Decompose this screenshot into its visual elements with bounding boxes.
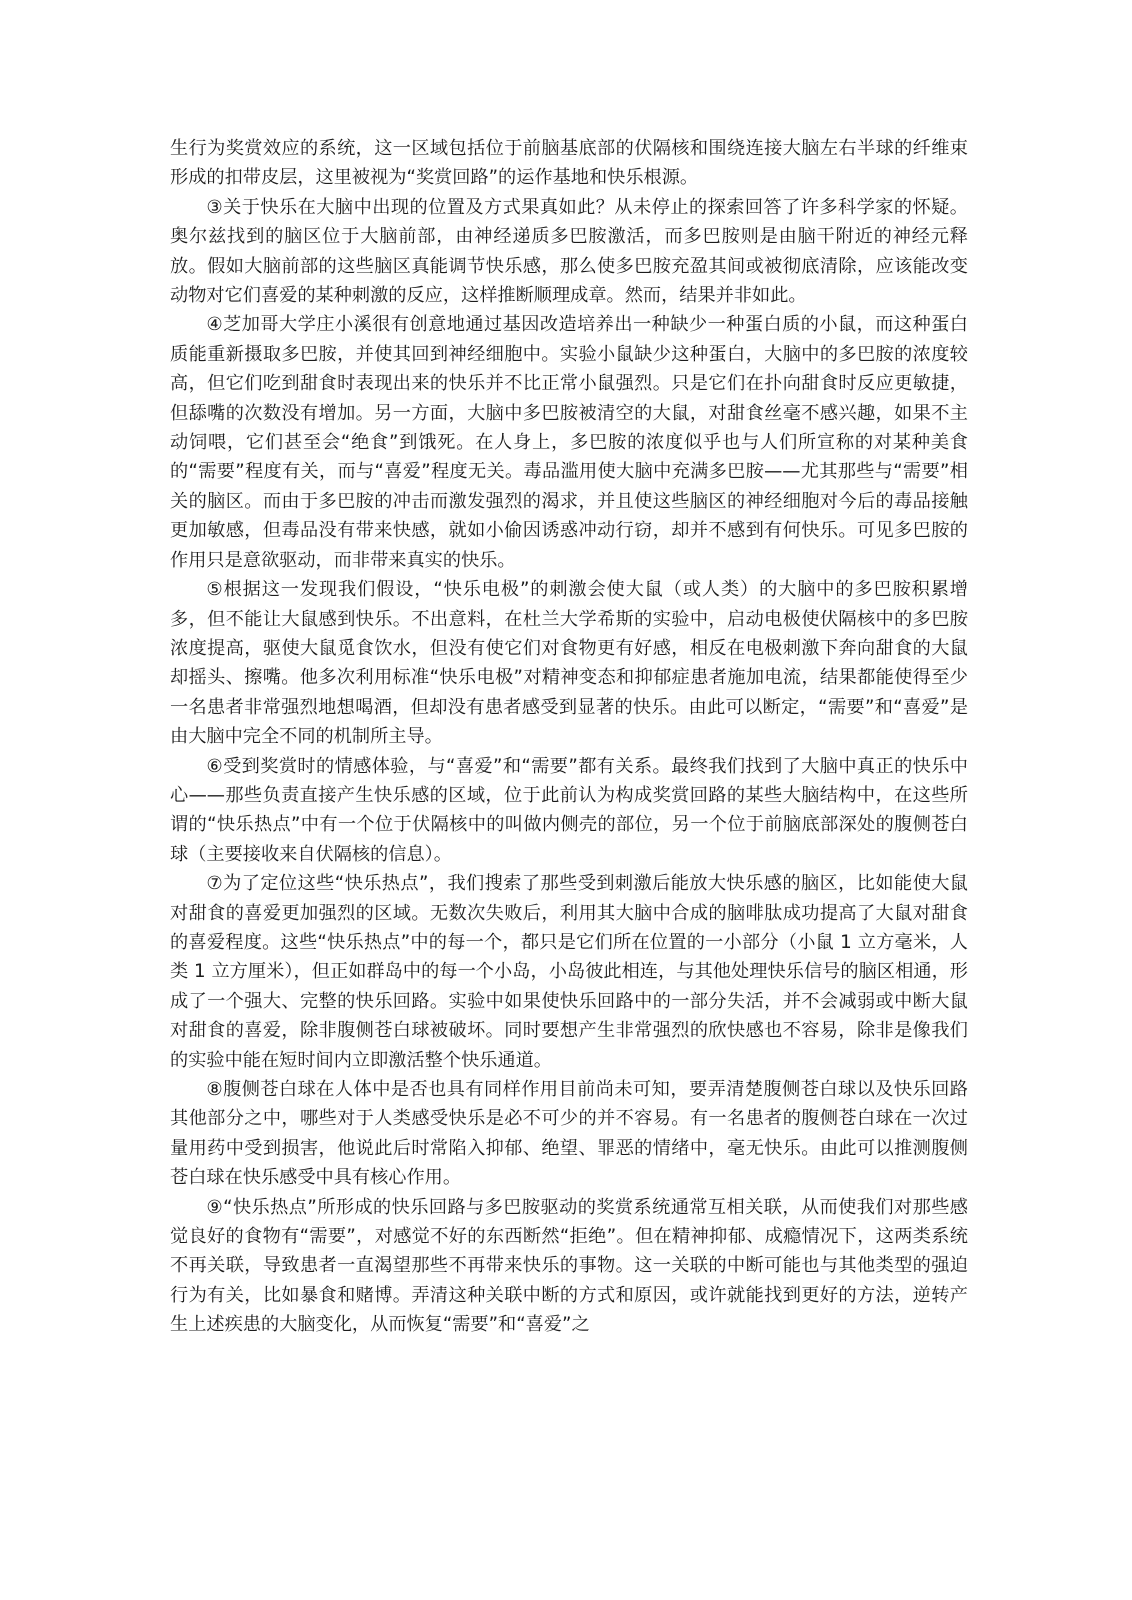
paragraph-4: ④芝加哥大学庄小溪很有创意地通过基因改造培养出一种缺少一种蛋白质的小鼠，而这种蛋白质能重新摄取多巴胺，并使其回到神经细胞中。实验小鼠缺少这种蛋白，大脑中的多巴胺的浓度较高，但它们吃到甜食时表现出来的快乐并不比正常小鼠强烈。只是它们在扑向甜食时反应更敏捷，但舔嘴的次数没有增加。另一方面，大脑中多巴胺被清空的大鼠，对甜食丝毫不感兴趣，如果不主动饲喂，它们甚至会“绝食”到饿死。在人身上，多巴胺的浓度似乎也与人们所宣称的对某种美食的“需要”程度有关，而与“喜爱”程度无关。毒品滥用使大脑中充满多巴胺——尤其那些与“需要”相关的脑区。而由于多巴胺的冲击而激发强烈的渴求，并且使这些脑区的神经细胞对今后的毒品接触更加敏感，但毒品没有带来快感，就如小偷因诱惑冲动行窃，却并不感到有何快乐。可见多巴胺的作用只是意欲驱动，而非带来真实的快乐。 bbox=[170, 314, 968, 571]
paragraph-continued: 生行为奖赏效应的系统，这一区域包括位于前脑基底部的伏隔核和围绕连接大脑左右半球的纤维束形成的扣带皮层，这里被视为“奖赏回路”的运作基地和快乐根源。 bbox=[170, 138, 968, 189]
paragraph-3: ③关于快乐在大脑中出现的位置及方式果真如此？从未停止的探索回答了许多科学家的怀疑。奥尔兹找到的脑区位于大脑前部，由神经递质多巴胺激活，而多巴胺则是由脑干附近的神经元释放。假如大脑前部的这些脑区真能调节快乐感，那么使多巴胺充盈其间或被彻底清除，应该能改变动物对它们喜爱的某种刺激的反应，这样推断顺理成章。然而，结果并非如此。 bbox=[170, 196, 968, 307]
paragraph-8: ⑧腹侧苍白球在人体中是否也具有同样作用目前尚未可知，要弄清楚腹侧苍白球以及快乐回路其他部分之中，哪些对于人类感受快乐是必不可少的并不容易。有一名患者的腹侧苍白球在一次过量用药中受到损害，他说此后时常陷入抑郁、绝望、罪恶的情绪中，毫无快乐。由此可以推测腹侧苍白球在快乐感受中具有核心作用。 bbox=[170, 1079, 968, 1189]
paragraph-9: ⑨“快乐热点”所形成的快乐回路与多巴胺驱动的奖赏系统通常互相关联，从而使我们对那些感觉良好的食物有“需要”，对感觉不好的东西断然“拒绝”。但在精神抑郁、成瘾情况下，这两类系统不再关联，导致患者一直渴望那些不再带来快乐的事物。这一关联的中断可能也与其他类型的强迫行为有关，比如暴食和赌博。弄清这种关联中断的方式和原因，或许就能找到更好的方法，逆转产生上述疾患的大脑变化，从而恢复“需要”和“喜爱”之 bbox=[170, 1196, 968, 1336]
paragraph-6: ⑥受到奖赏时的情感体验，与“喜爱”和“需要”都有关系。最终我们找到了大脑中真正的快乐中心——那些负责直接产生快乐感的区域，位于此前认为构成奖赏回路的某些大脑结构中，在这些所谓的“快乐热点”中有一个位于伏隔核中的叫做内侧壳的部位，另一个位于前脑底部深处的腹侧苍白球（主要接收来自伏隔核的信息）。 bbox=[170, 755, 968, 865]
document-page bbox=[170, 134, 968, 1340]
paragraph-5: ⑤根据这一发现我们假设，“快乐电极”的刺激会使大鼠（或人类）的大脑中的多巴胺积累增多，但不能让大鼠感到快乐。不出意料，在杜兰大学希斯的实验中，启动电极使伏隔核中的多巴胺浓度提高，驱使大鼠觅食饮水，但没有使它们对食物更有好感，相反在电极刺激下奔向甜食的大鼠却摇头、擦嘴。他多次利用标准“快乐电极”对精神变态和抑郁症患者施加电流，结果都能使得至少一名患者非常强烈地想喝酒，但却没有患者感受到显著的快乐。由此可以断定，“需要”和“喜爱”是由大脑中完全不同的机制所主导。 bbox=[170, 579, 968, 748]
paragraph-7: ⑦为了定位这些“快乐热点”，我们搜索了那些受到刺激后能放大快乐感的脑区，比如能使大鼠对甜食的喜爱更加强烈的区域。无数次失败后，利用其大脑中合成的脑啡肽成功提高了大鼠对甜食的喜爱程度。这些“快乐热点”中的每一个，都只是它们所在位置的一小部分（小鼠 1 立方毫米，人类 1 立方厘米），但正如群岛中的每一个小岛，小岛彼此相连，与其他处理快乐信号的脑区相通，形成了一个强大、完整的快乐回路。实验中如果使快乐回路中的一部分失活，并不会减弱或中断大鼠对甜食的喜爱，除非腹侧苍白球被破坏。同时要想产生非常强烈的欣快感也不容易，除非是像我们的实验中能在短时间内立即激活整个快乐通道。 bbox=[170, 873, 968, 1071]
